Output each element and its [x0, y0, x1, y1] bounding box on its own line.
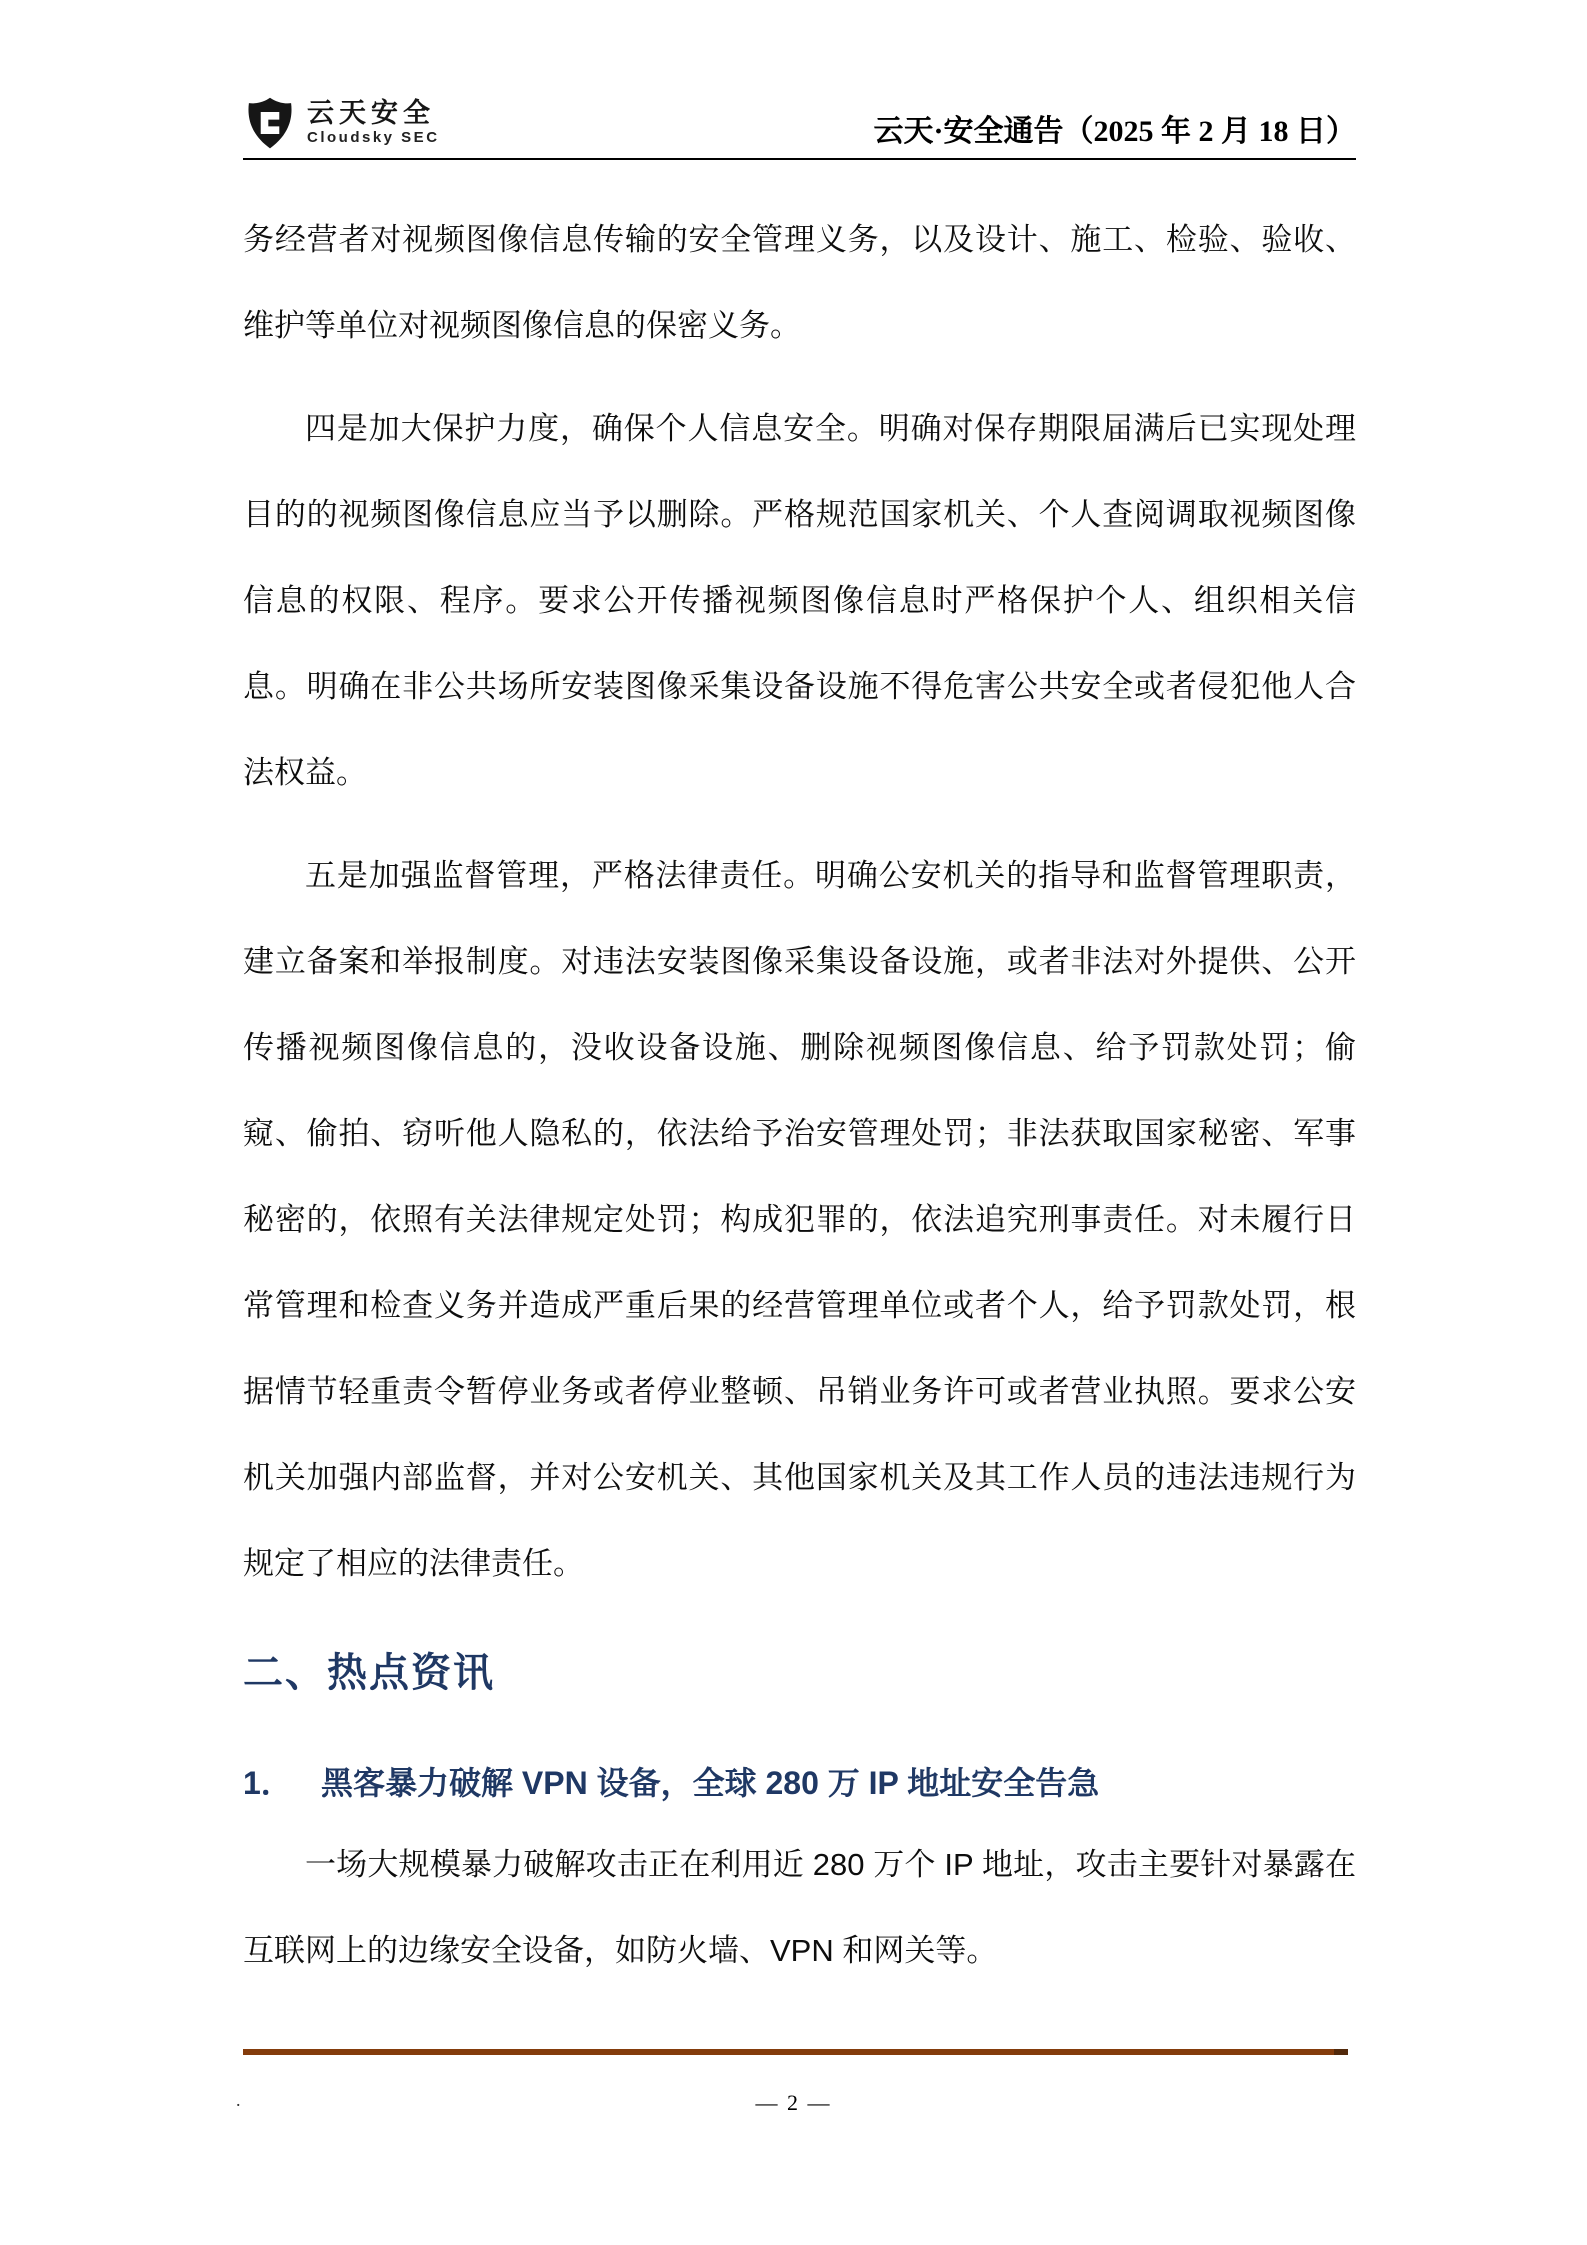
- bulletin-title: 云天·安全通告（2025 年 2 月 18 日）: [873, 115, 1356, 148]
- document-body: [243, 197, 1356, 1624]
- news-item-title: 黑客暴力破解 VPN 设备，全球 280 万 IP 地址安全告急: [321, 1765, 1100, 1801]
- news-item-body: [243, 1822, 1356, 1994]
- body-paragraph: 一场大规模暴力破解攻击正在利用近 280 万个 IP 地址，攻击主要针对暴露在互联网上的边缘安全设备，如防火墙、VPN 和网关等。: [243, 1847, 1356, 1968]
- section-heading-hot-news: 二、热点资讯: [243, 1651, 495, 1695]
- news-item-number: 1．: [243, 1765, 293, 1801]
- header-divider-line: [243, 158, 1356, 160]
- body-paragraph: 五是加强监督管理，严格法律责任。明确公安机关的指导和监督管理职责，建立备案和举报制度。对违法安装图像采集设备设施，或者非法对外提供、公开传播视频图像信息的，没收设备设施、删除视频图像信息、给予罚款处罚；偷窥、偷拍、窃听他人隐私的，依法给予治安管理处罚；非法获取国家秘密、军事秘密的，依照有关法律规定处罚；构成犯罪的，依法追究刑事责任。对未履行日常管理和检查义务并造成严重后果的经营管理单位或者个人，给予罚款处罚，根据情节轻重责令暂停业务或者停业整顿、吊销业务许可或者营业执照。要求公安机关加强内部监督，并对公安机关、其他国家机关及其工作人员的违法违规行为规定了相应的法律责任。: [243, 858, 1356, 1581]
- brand-name-en: Cloudsky SEC: [307, 129, 440, 146]
- body-paragraph: 四是加大保护力度，确保个人信息安全。明确对保存期限届满后已实现处理目的的视频图像信息应当予以删除。严格规范国家机关、个人查阅调取视频图像信息的权限、程序。要求公开传播视频图像信息时严格保护个人、组织相关信息。明确在非公共场所安装图像采集设备设施不得危害公共安全或者侵犯他人合法权益。: [243, 411, 1356, 790]
- brand-name-cn: 云天安全: [307, 98, 435, 128]
- page-number: — 2 —: [755, 2090, 832, 2115]
- brand-logo: [243, 94, 440, 152]
- shield-c-icon: [243, 94, 297, 152]
- footer-divider-line: [243, 2049, 1348, 2055]
- body-paragraph: 务经营者对视频图像信息传输的安全管理义务，以及设计、施工、检验、验收、维护等单位对视频图像信息的保密义务。: [243, 222, 1356, 343]
- page-header: [243, 86, 1356, 152]
- news-item-heading: [243, 1760, 1356, 1806]
- brand-text: [307, 98, 440, 148]
- footer-left-mark: .: [236, 2090, 241, 2110]
